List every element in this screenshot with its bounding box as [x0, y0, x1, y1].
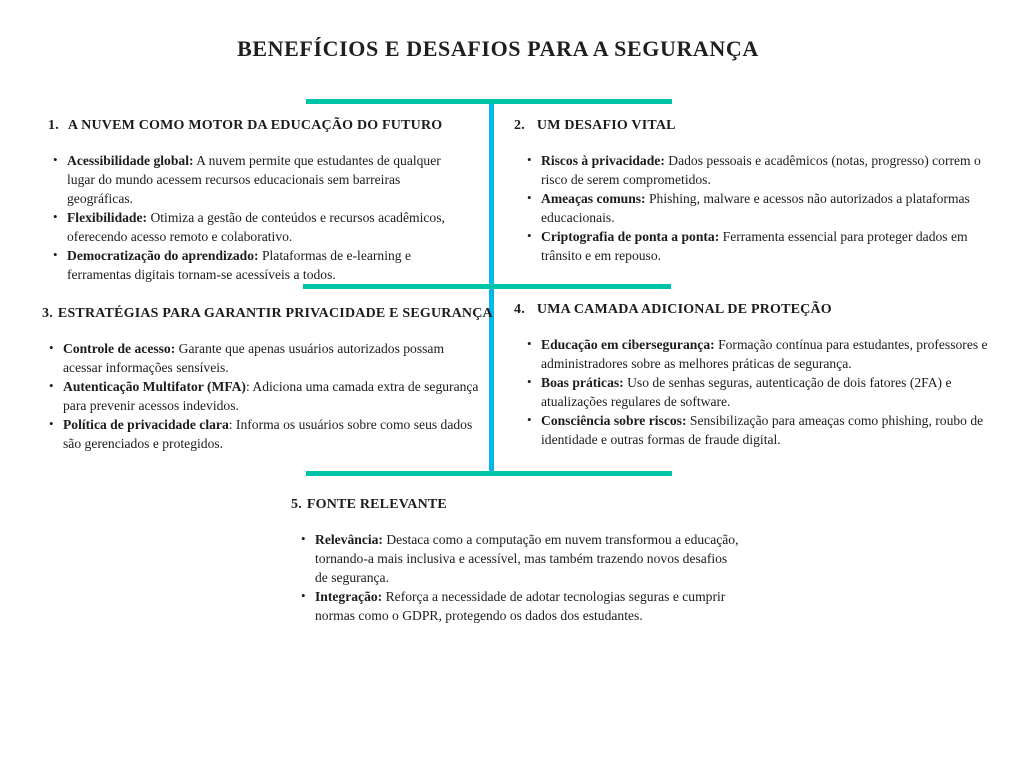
- item-term: Política de privacidade clara: [63, 417, 229, 433]
- bullet-item: [526, 227, 994, 265]
- section-number: 2.: [514, 118, 525, 133]
- item-desc: : Adiciona uma camada extra de segurança para prevenir acessos indevidos.: [63, 379, 479, 414]
- bullet-item: [48, 415, 484, 453]
- bullet-list: [526, 335, 996, 449]
- divider-horizontal-middle: [303, 284, 671, 289]
- item-term: Acessibilidade global:: [67, 153, 194, 168]
- item-desc: Dados pessoais e acadêmicos (notas, progresso) correm o risco de serem comprometidos.: [541, 153, 981, 188]
- bullet-item: [300, 587, 740, 625]
- item-desc: Garante que apenas usuários autorizados possam acessar informações sensíveis.: [63, 341, 445, 376]
- item-desc: Reforça a necessidade de adotar tecnologias seguras e cumprir normas como o GDPR, protegendo os dados dos estudantes.: [315, 589, 726, 624]
- section-vital-challenge: [514, 118, 996, 265]
- item-desc: Otimiza a gestão de conteúdos e recursos acadêmicos, oferecendo acesso remoto e colaborativo.: [67, 210, 445, 245]
- bullet-list: [300, 530, 740, 625]
- item-term: Flexibilidade:: [67, 210, 148, 226]
- section-privacy-strategies: [42, 306, 492, 453]
- section-number: 5.: [291, 497, 302, 512]
- section-heading: [42, 306, 492, 322]
- item-desc: Uso de senhas seguras, autenticação de dois fatores (2FA) e atualizações regulares de software.: [541, 375, 952, 410]
- item-term: Democratização do aprendizado:: [67, 248, 259, 264]
- item-desc: Sensibilização para ameaças como phishing, roubo de identidade e outras formas de fraude digital.: [541, 413, 984, 448]
- item-term: Boas práticas:: [541, 375, 624, 391]
- section-number: 3.: [42, 306, 53, 321]
- item-term: Educação em cibersegurança:: [541, 337, 715, 352]
- item-term: Ameaças comuns:: [541, 191, 646, 207]
- bullet-list: [52, 151, 456, 284]
- section-additional-protection: [514, 302, 996, 449]
- item-desc: Phishing, malware e acessos não autorizados a plataformas educacionais.: [541, 191, 970, 226]
- bullet-item: [526, 373, 996, 411]
- bullet-item: [526, 335, 996, 373]
- item-desc: Formação contínua para estudantes, professores e administradores sobre as melhores práticas de segurança.: [541, 337, 988, 372]
- item-term: Consciência sobre riscos:: [541, 413, 687, 429]
- section-heading: [291, 497, 743, 513]
- section-heading-label: A NUVEM COMO MOTOR DA EDUCAÇÃO DO FUTURO: [67, 118, 443, 133]
- item-desc: Ferramenta essencial para proteger dados em trânsito e em repouso.: [541, 229, 968, 264]
- bullet-item: [52, 246, 456, 284]
- section-cloud-education: [48, 118, 468, 284]
- section-relevant-source: [291, 497, 743, 625]
- item-term: Autenticação Multifator (MFA): [63, 379, 246, 395]
- item-desc: A nuvem permite que estudantes de qualquer lugar do mundo acessem recursos educacionais sem barreiras geográficas.: [67, 153, 441, 207]
- item-desc: : Informa os usuários sobre como seus dados são gerenciados e protegidos.: [63, 417, 473, 452]
- bullet-item: [526, 189, 994, 227]
- item-term: Integração:: [315, 589, 383, 605]
- bullet-item: [300, 530, 740, 587]
- section-heading-label: UM DESAFIO VITAL: [536, 118, 676, 133]
- item-term: Criptografia de ponta a ponta:: [541, 229, 720, 245]
- bullet-item: [48, 377, 484, 415]
- divider-horizontal-top: [306, 99, 672, 104]
- bullet-item: [48, 339, 484, 377]
- section-number: 1.: [48, 118, 59, 133]
- bullet-item: [52, 151, 456, 208]
- page-title: BENEFÍCIOS E DESAFIOS PARA A SEGURANÇA: [237, 36, 759, 61]
- section-heading: [514, 302, 996, 318]
- section-heading: [48, 118, 468, 134]
- item-term: Controle de acesso:: [63, 341, 176, 356]
- item-term: Riscos à privacidade:: [541, 153, 665, 168]
- bullet-item: [52, 208, 456, 246]
- bullet-list: [48, 339, 484, 453]
- bullet-item: [526, 411, 996, 449]
- section-heading-label: FONTE RELEVANTE: [306, 497, 447, 512]
- section-heading: [514, 118, 996, 134]
- item-desc: Plataformas de e-learning e ferramentas digitais tornam-se acessíveis a todos.: [67, 248, 412, 283]
- bullet-item: [526, 151, 994, 189]
- divider-horizontal-bottom: [306, 471, 672, 476]
- section-heading-label: UMA CAMADA ADICIONAL DE PROTEÇÃO: [536, 302, 832, 317]
- item-desc: Destaca como a computação em nuvem transformou a educação, tornando-a mais inclusiva e acessível, mas também trazendo novos desafios de segurança.: [315, 532, 739, 586]
- bullet-list: [526, 151, 994, 265]
- section-heading-label: ESTRATÉGIAS PARA GARANTIR PRIVACIDADE E SEGURANÇA: [57, 306, 493, 321]
- item-term: Relevância:: [315, 532, 383, 547]
- section-number: 4.: [514, 302, 525, 317]
